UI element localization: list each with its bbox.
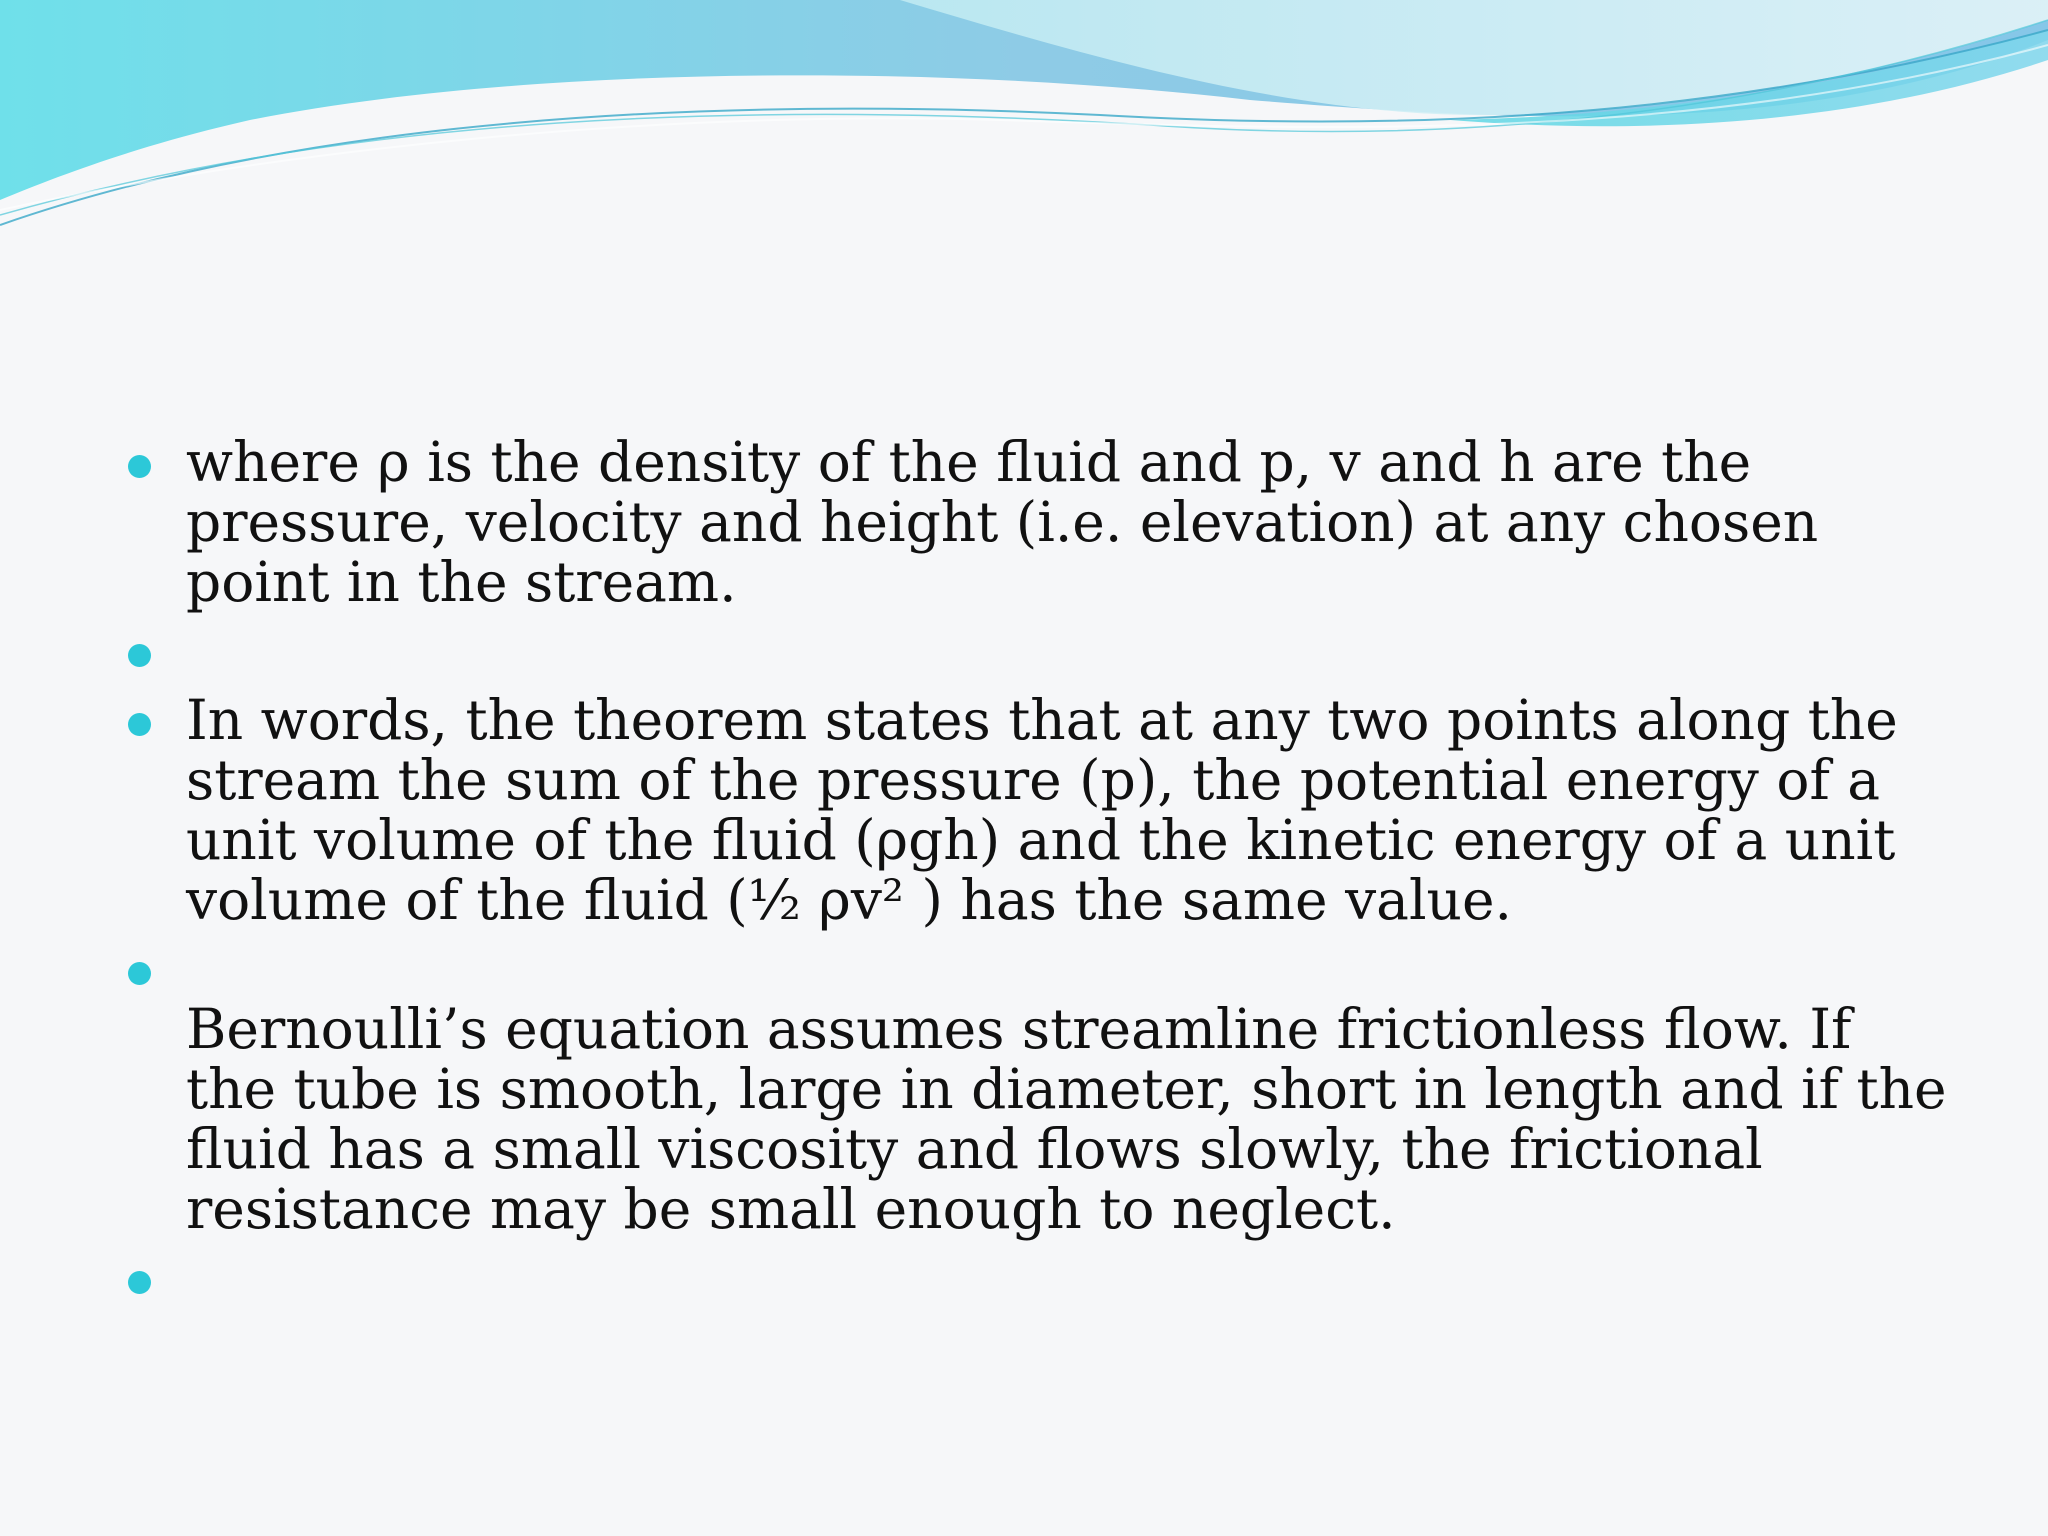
bullet-item bbox=[128, 939, 1948, 1239]
header-wave-decoration bbox=[0, 0, 2048, 240]
bullet-item-empty bbox=[128, 1248, 1948, 1308]
bullet-text: where ρ is the density of the fluid and p, v and h are the pressure, velocity and height (i.e. elevation) at any chosen point in the stream. bbox=[186, 430, 1819, 614]
bullet-item-empty bbox=[128, 621, 1948, 681]
bullet-list bbox=[128, 432, 1948, 1317]
bullet-dot-icon bbox=[128, 713, 151, 736]
bullet-dot-icon bbox=[128, 1271, 151, 1294]
bullet-item bbox=[128, 690, 1948, 930]
bullet-dot-icon bbox=[128, 962, 151, 985]
bullet-text: In words, the theorem states that at any two points along the stream the sum of the pressure (p), the potential energy of a unit volume of the fluid (ρgh) and the kinetic energy of a unit volume of the fluid (½ ρv² ) has the same value. bbox=[186, 688, 1898, 932]
bullet-dot-icon bbox=[128, 644, 151, 667]
bullet-dot-icon bbox=[128, 455, 151, 478]
bullet-item bbox=[128, 432, 1948, 612]
bullet-text: Bernoulli’s equation assumes streamline frictionless flow. If the tube is smooth, large in diameter, short in length and if the fluid has a small viscosity and flows slowly, the frictional resistance may be small enough to neglect. bbox=[186, 997, 1947, 1241]
